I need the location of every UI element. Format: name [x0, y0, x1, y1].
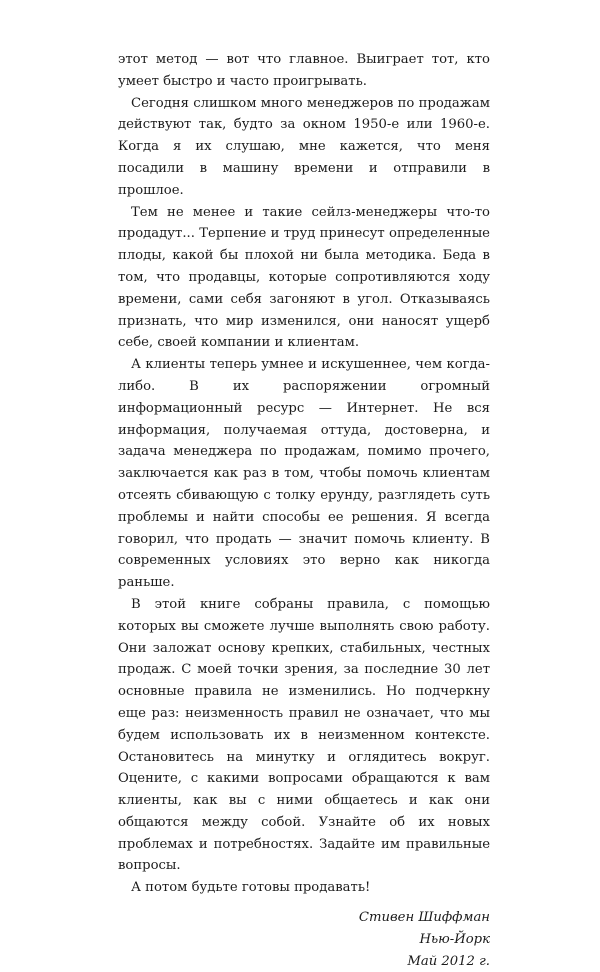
signature-date: Май 2012 г.	[407, 953, 490, 969]
paragraph-1: этот метод — вот что главное. Выиграет тот, кто умеет быстро и часто проигрывать.	[118, 52, 490, 89]
paragraph-4: А клиенты теперь умнее и искушеннее, чем когда-либо. В их распоряжении огромный информационный ресурс — Интернет. Не вся информация, получаемая оттуда, достоверна, и задача менеджера по продажам, помимо прочего, заключается как раз в том, чтобы помочь клиентам отсеять сбивающую с толку ерунду, разглядеть суть проблемы и найти способы ее решения. Я всегда говорил, что продать — значит помочь клиенту. В современных условиях это верно как никогда раньше.	[118, 357, 490, 591]
paragraph-6: А потом будьте готовы продавать!	[131, 880, 371, 896]
signature-block	[118, 907, 490, 972]
paragraph-5: В этой книге собраны правила, с помощью которых вы сможете лучше выполнять свою работу. Они заложат основу крепких, стабильных, честных продаж. С моей точки зрения, за последние 30 лет основные правила не изменились. Но подчеркну еще раз: неизменность правил не означает, что мы будем использовать их в неизменном контексте. Остановитесь на минутку и оглядитесь вокруг. Оцените, с какими вопросами обращаются к вам клиенты, как вы с ними общаетесь и как они общаются между собой. Узнайте об их новых проблемах и потребностях. Задайте им правильные вопросы.	[118, 596, 490, 874]
body-text	[118, 49, 490, 972]
paragraph-3: Тем не менее и такие сейлз-менеджеры что-то продадут... Терпение и труд принесут определенные плоды, какой бы плохой ни была методика. Беда в том, что продавцы, которые сопротивляются ходу времени, сами себя загоняют в угол. Отказываясь признать, что мир изменился, они наносят ущерб себе, своей компании и клиентам.	[118, 204, 490, 351]
signature-author: Стивен Шиффман	[358, 910, 490, 926]
signature-city: Нью-Йорк	[419, 931, 490, 947]
paragraph-2: Сегодня слишком много менеджеров по продажам действуют так, будто за окном 1950-е или 1960-е. Когда я их слушаю, мне кажется, что меня посадили в машину времени и отправили в прошлое.	[118, 95, 490, 198]
